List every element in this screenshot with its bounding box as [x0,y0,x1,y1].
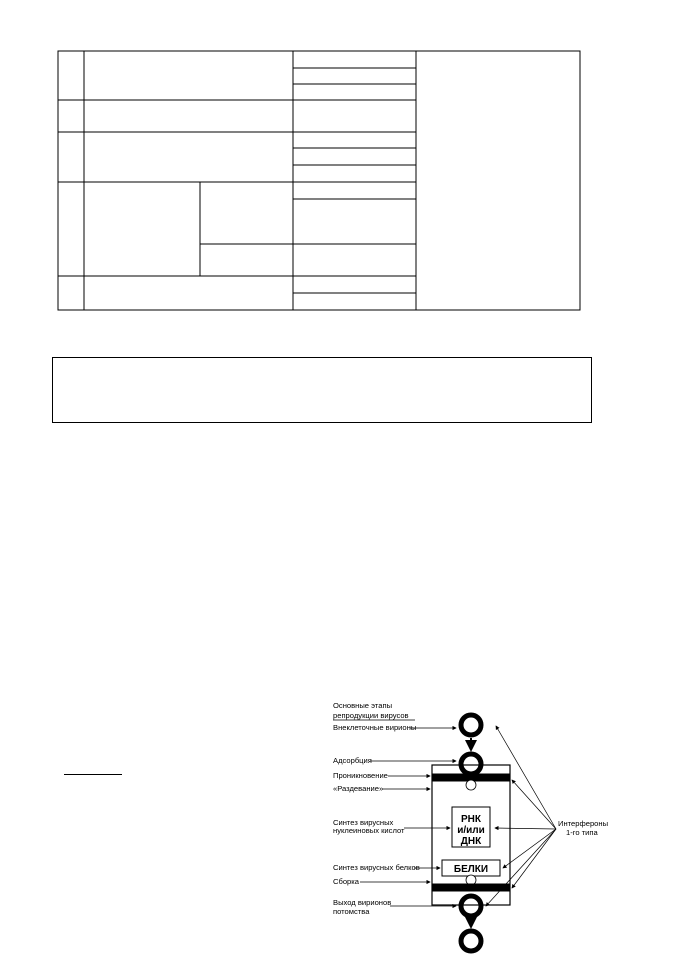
virion-icon [461,754,481,774]
svg-text:РНК: РНК [461,814,481,825]
svg-text:ДНК: ДНК [460,836,482,847]
svg-text:1-го типа: 1-го типа [566,828,598,837]
virion-icon [461,715,481,735]
diagram-title-2: репродукции вирусов [333,711,409,720]
svg-text:Выход вирионов: Выход вирионов [333,898,392,907]
svg-text:Сборка: Сборка [333,877,359,886]
svg-text:и/или: и/или [457,825,485,836]
diagram-title-1: Основные этапы [333,701,393,710]
virion-icon [461,931,481,951]
svg-text:Синтез вирусных белков: Синтез вирусных белков [333,863,420,872]
virion-icon [461,896,481,916]
svg-text:«Раздевание»: «Раздевание» [333,784,384,793]
svg-text:Проникновение: Проникновение [333,771,388,780]
svg-text:Адсорбция: Адсорбция [333,756,372,765]
svg-text:потомства: потомства [333,907,370,916]
svg-text:Внеклеточные вирионы: Внеклеточные вирионы [333,723,417,732]
svg-text:нуклеиновых кислот: нуклеиновых кислот [333,826,405,835]
svg-text:БЕЛКИ: БЕЛКИ [453,864,489,875]
svg-text:Интерфероны: Интерфероны [558,819,609,828]
svg-text:Синтез вирусных: Синтез вирусных [333,818,394,827]
